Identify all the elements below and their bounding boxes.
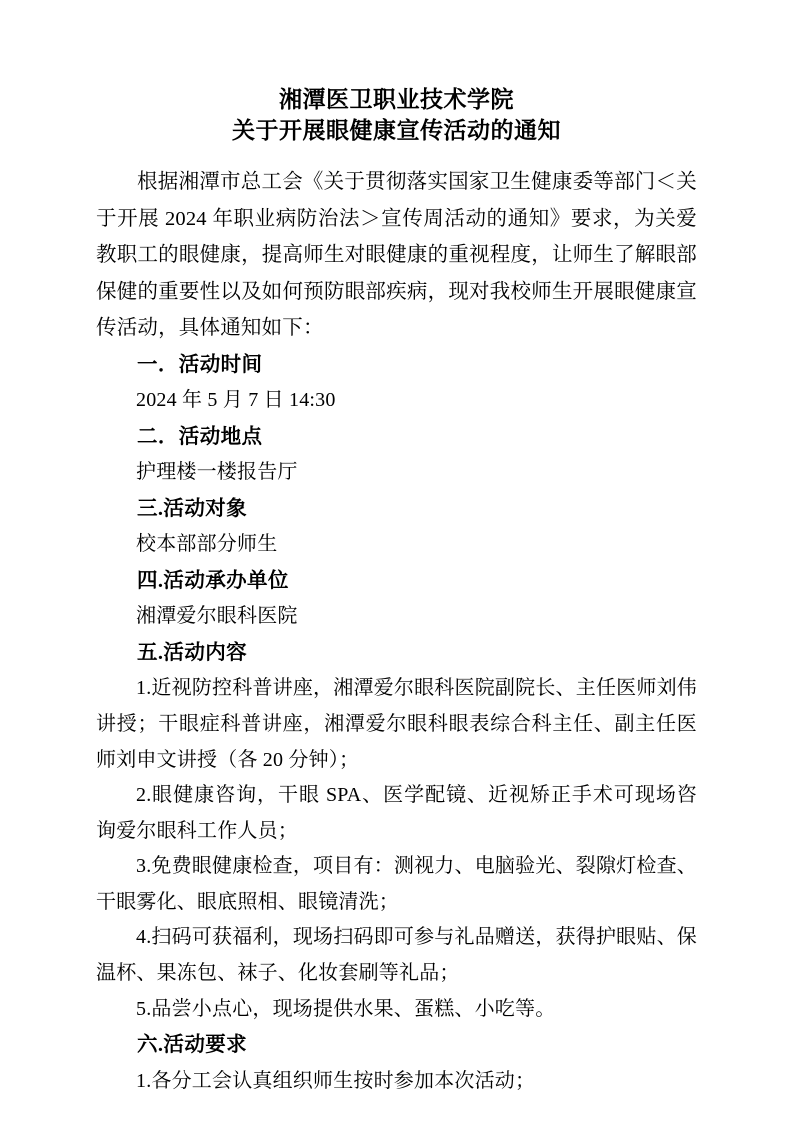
page-title-line-2: 关于开展眼健康宣传活动的通知 [232, 118, 561, 144]
section-1-line-1: 2024 年 5 月 7 日 14:30 [136, 389, 336, 411]
intro-paragraph: 根据湘潭市总工会《关于贯彻落实国家卫生健康委等部门＜关于开展 2024 年职业病防治法＞宣传周活动的通知》要求，为关爱教职工的眼健康，提高师生对眼健康的重视程度，让师生了解眼部保健的重要性以及如何预防眼部疾病，现对我校师生开展眼健康宣传活动，具体通知如下： [96, 171, 697, 340]
section-3-line-1: 校本部部分师生 [136, 533, 278, 556]
section-6-item-1: 1.各分工会认真组织师生按时参加本次活动； [136, 1069, 536, 1092]
document-body [96, 164, 697, 1099]
section-heading-2: 二．活动地点 [137, 425, 263, 448]
section-heading-4: 四.活动承办单位 [137, 569, 289, 592]
section-4-line-1: 湘潭爱尔眼科医院 [136, 605, 298, 628]
section-heading-6: 六.活动要求 [137, 1034, 248, 1057]
section-5-item-5: 5.品尝小点心，现场提供水果、蛋糕、小吃等。 [136, 997, 556, 1020]
page-title-line-1: 湘潭医卫职业技术学院 [279, 87, 514, 112]
section-5-item-1: 1.近视防控科普讲座，湘潭爱尔眼科医院副院长、主任医师刘伟讲授；干眼症科普讲座，湘潭爱尔眼科眼表综合科主任、副主任医师刘申文讲授（各 20 分钟）； [96, 677, 697, 771]
section-heading-1: 一．活动时间 [137, 353, 263, 376]
page-title [96, 84, 697, 146]
section-2-line-1: 护理楼一楼报告厅 [136, 461, 298, 484]
section-5-item-2: 2.眼健康咨询，干眼 SPA、医学配镜、近视矫正手术可现场咨询爱尔眼科工作人员； [96, 784, 697, 842]
section-5-item-4: 4.扫码可获福利，现场扫码即可参与礼品赠送，获得护眼贴、保温杯、果冻包、袜子、化妆套刷等礼品； [96, 926, 697, 985]
section-5-item-3: 3.免费眼健康检查，项目有：测视力、电脑验光、裂隙灯检查、干眼雾化、眼底照相、眼镜清洗； [96, 855, 697, 913]
section-heading-3: 三.活动对象 [137, 497, 248, 520]
section-heading-5: 五.活动内容 [137, 641, 248, 664]
